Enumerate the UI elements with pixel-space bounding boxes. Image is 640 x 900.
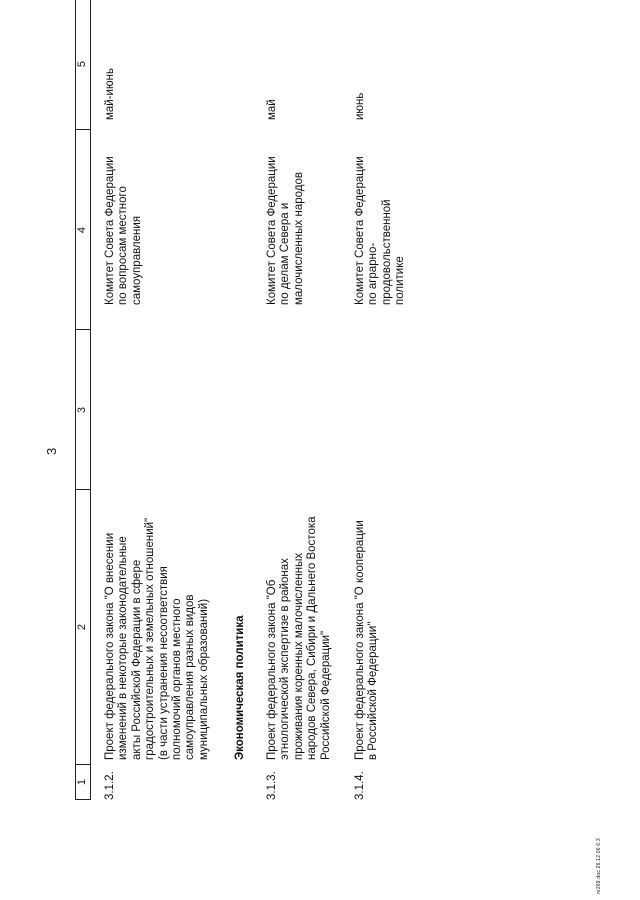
row-responsible-line: Комитет Совета Федерации — [104, 156, 116, 305]
row-responsible — [104, 135, 144, 305]
row-description-line: Российской Федерации" — [319, 630, 332, 760]
row-description-line: градостроительных и земельных отношений" — [144, 517, 157, 760]
row-number: 3.1.3. — [266, 771, 278, 800]
row-term: май — [266, 99, 278, 120]
table-left-border — [75, 799, 90, 800]
row-description-line: (в части устранения несоответствия — [157, 566, 170, 760]
row-responsible — [266, 135, 306, 305]
section-heading: Экономическая политика — [234, 615, 246, 760]
row-responsible-line: политике — [394, 256, 407, 305]
row-description-line: Проект федерального закона "О кооперации — [354, 520, 366, 760]
row-responsible-line: малочисленных народов — [292, 172, 305, 305]
column-divider-3 — [75, 329, 90, 330]
column-divider-4 — [75, 129, 90, 130]
row-description-line: проживания коренных малочисленных — [292, 552, 305, 760]
row-description-line: самоуправления разных видов — [184, 594, 197, 760]
row-description — [266, 490, 333, 760]
page-number: 3 — [44, 447, 59, 455]
row-description-line: изменений в некоторые законодательные — [117, 536, 130, 760]
row-description-line: народов Севера, Сибири и Дальнего Востока — [306, 516, 319, 760]
row-description-line: этнологической экспертизе в районах — [279, 558, 292, 760]
column-number-4: 4 — [76, 226, 88, 234]
row-responsible-line: Комитет Совета Федерации — [354, 156, 366, 305]
row-number: 3.1.4. — [354, 771, 366, 800]
row-description-line: акты Российской Федерации в сфере — [130, 559, 143, 760]
row-description-line: в Российской Федерации" — [367, 621, 380, 760]
row-description-line: полномочий органов местного — [171, 598, 184, 760]
row-term: май-июнь — [104, 68, 116, 120]
column-number-3: 3 — [76, 406, 88, 414]
row-responsible-line: по делам Севера и — [279, 202, 292, 305]
row-description — [104, 495, 211, 760]
row-description-line: Проект федерального закона "О внесении — [104, 532, 116, 760]
row-description-line: Проект федерального закона "Об — [266, 579, 278, 760]
row-responsible-line: Комитет Совета Федерации — [266, 156, 278, 305]
row-responsible-line: самоуправления — [130, 215, 143, 305]
column-divider-1 — [75, 764, 90, 765]
row-responsible-line: по аграрно- — [367, 242, 380, 305]
row-responsible-line: продовольственной — [380, 199, 393, 305]
table-header-bottom-border — [90, 0, 91, 800]
row-responsible-line: по вопросам местного — [117, 186, 130, 305]
column-number-2: 2 — [76, 623, 88, 631]
column-number-1: 1 — [76, 778, 88, 786]
row-number: 3.1.2. — [104, 771, 116, 800]
row-description — [354, 495, 381, 760]
row-description-line: муниципальных образований) — [197, 598, 210, 760]
footer-file-code: nr269.doc 26.12.06 6:3 — [596, 838, 602, 894]
column-number-5: 5 — [76, 60, 88, 68]
row-responsible — [354, 135, 408, 305]
column-divider-2 — [75, 489, 90, 490]
row-term: июнь — [354, 92, 366, 120]
